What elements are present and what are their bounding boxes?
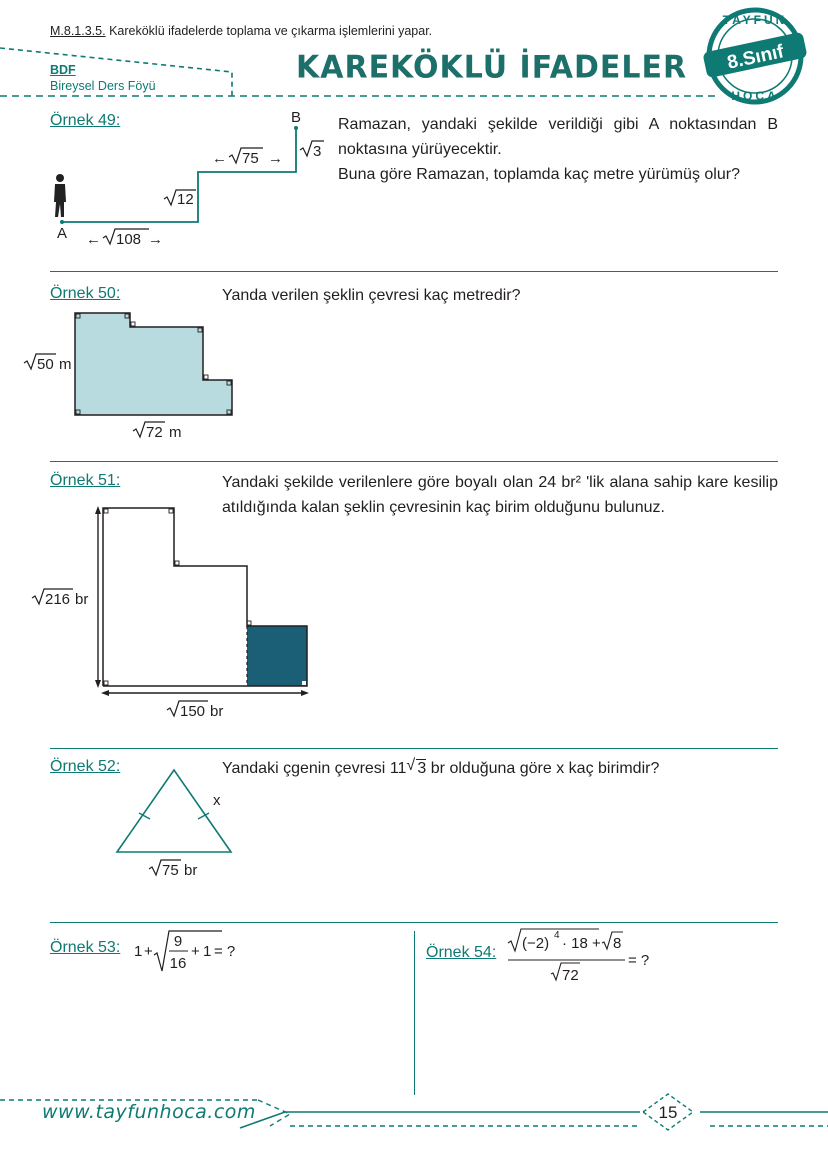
height-value: 216 (45, 591, 71, 608)
right-angle-marks (104, 509, 251, 685)
divider (50, 922, 778, 923)
tayfun-hoca-logo (700, 0, 810, 112)
perimeter-unit: br (430, 760, 446, 777)
height-label (24, 354, 72, 373)
website-link[interactable]: www.tayfunhoca.com (42, 1101, 256, 1123)
example-50-label: Örnek 50: (50, 285, 121, 302)
width-unit: m (169, 424, 182, 441)
page-number: 15 (658, 1103, 678, 1122)
expr-end: = ? (214, 943, 236, 960)
walker-icon (54, 174, 66, 217)
height-value: 50 (37, 356, 54, 373)
objective-text: Kareköklü ifadelerde toplama ve çıkarma işlemlerini yapar. (109, 24, 433, 38)
expr-one: 1 (134, 943, 143, 960)
page-title: KAREKÖKLÜ İFADELER (296, 49, 688, 86)
step-shape (75, 313, 232, 415)
segment-3-label (300, 141, 324, 160)
example-50-text: Yanda verilen şeklin çevresi kaç metredir? (222, 287, 521, 304)
objective-code: M.8.1.3.5. (50, 24, 106, 38)
logo-bottom-text: HOCA (731, 89, 779, 103)
svg-text:→: → (148, 231, 163, 248)
example-52-text: Yandaki çgenin çevresi 11 √ 3 br olduğuna göre x kaç birimdir? (222, 757, 660, 777)
equilateral-triangle (117, 770, 231, 852)
height-label (32, 589, 88, 608)
segment-12-label (164, 190, 196, 208)
logo-grade-text: 8.Sınıf (725, 41, 786, 74)
divider (50, 461, 778, 462)
example-54-label: Örnek 54: (426, 944, 497, 961)
side-x-label: x (213, 792, 221, 809)
perimeter-radicand: 3 (417, 760, 427, 777)
width-value: 72 (146, 424, 163, 441)
width-label (167, 701, 223, 720)
point-a-label: A (56, 225, 68, 242)
example-49-label: Örnek 49: (50, 112, 121, 129)
svg-text:→: → (268, 150, 283, 167)
divider (50, 748, 778, 749)
column-divider (414, 931, 415, 1095)
example-52-text-before: Yandaki çgenin çevresi (222, 760, 386, 777)
fraction-numerator: 9 (173, 933, 183, 950)
base-unit: br (184, 862, 198, 879)
height-unit: m (59, 356, 72, 373)
example-51-text: Yandaki şekilde verilenlere göre boyalı olan 24 br² 'lik alana sahip kare kesilip atıldığında kalan şeklin çevresinin kaç birim olduğunu bulunuz. (222, 474, 778, 516)
example-49-statement: Ramazan, yandaki şekilde verildiği gibi A noktasından B noktasına yürüyecektir. (338, 116, 778, 158)
expr-plus: + (144, 943, 153, 960)
height-unit: br (75, 591, 89, 608)
example-52-text-after: olduğuna göre x kaç birimdir? (449, 760, 660, 777)
point-b-label: B (290, 109, 302, 126)
logo-top-text: TAYFUN (722, 13, 788, 27)
example-51-figure (20, 500, 320, 735)
numerator-times-18: · 18 + (562, 935, 601, 952)
width-unit: br (210, 703, 224, 720)
width-value: 150 (180, 703, 206, 720)
numerator-sqrt8: 8 (613, 935, 622, 952)
bdf-full: Bireysel Ders Föyü (50, 79, 156, 93)
example-49-stairs-figure (40, 100, 340, 260)
shaded-square (247, 626, 307, 686)
example-52-triangle-figure (100, 760, 260, 890)
example-53-expression (130, 925, 250, 985)
segment-108-label (86, 229, 163, 248)
example-52-label: Örnek 52: (50, 758, 121, 775)
svg-text:←: ← (86, 231, 101, 248)
width-label (133, 422, 182, 441)
bdf-label: BDF (50, 63, 76, 77)
svg-text:+: + (191, 943, 200, 960)
numerator-exponent: 4 (554, 930, 560, 941)
segment-75-label (212, 148, 283, 167)
example-53-label: Örnek 53: (50, 939, 121, 956)
denominator-value: 72 (562, 967, 579, 984)
base-label (149, 860, 197, 879)
numerator-base: (−2) (522, 935, 550, 952)
segment-75-value: 75 (242, 150, 259, 167)
example-51-label: Örnek 51: (50, 472, 121, 489)
fraction-denominator: 16 (169, 955, 187, 972)
expr-inner-one: 1 (203, 943, 212, 960)
expr-end: = ? (628, 952, 650, 969)
example-49-text (338, 112, 778, 162)
segment-12-value: 12 (177, 191, 194, 208)
segment-108-value: 108 (116, 231, 142, 248)
segment-3-value: 3 (313, 143, 322, 160)
divider (50, 271, 778, 272)
example-49-question: Buna göre Ramazan, toplamda kaç metre yürümüş olur? (338, 166, 740, 183)
example-54-expression (505, 925, 665, 990)
perimeter-coef: 11 (389, 760, 407, 777)
base-value: 75 (162, 862, 179, 879)
svg-text:←: ← (212, 150, 227, 167)
example-50-figure (20, 305, 250, 450)
